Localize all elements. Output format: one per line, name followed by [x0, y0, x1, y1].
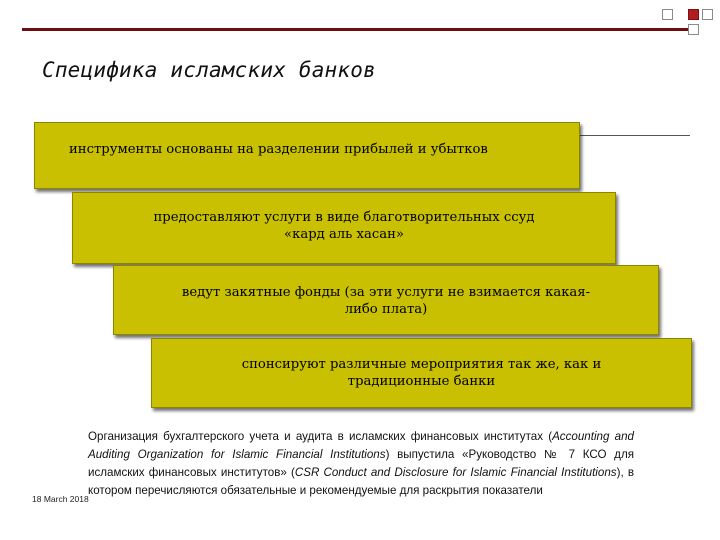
footnote-english-name: CSR Conduct and Disclosure for Islamic Financial Institutions — [294, 466, 617, 479]
feature-text-line: либо плата) — [344, 302, 428, 317]
feature-text-line: спонсируют различные мероприятия так же, как и — [241, 357, 602, 372]
slide-date: 18 March 2018 — [32, 494, 89, 504]
footnote-text: ) выпустила «Руководство № 7 КСО для исламских финансовых институтов» ( — [88, 448, 634, 479]
feature-box-profit-loss — [34, 122, 580, 189]
feature-text-line: традиционные банки — [347, 374, 496, 389]
corner-square-grey-right — [702, 9, 713, 20]
footnote — [88, 428, 634, 500]
footnote-english-name: Accounting and Auditing Organization for Islamic Financial Institutions — [88, 430, 634, 461]
feature-box-zakat-funds — [113, 265, 659, 335]
feature-text-line: предоставляют услуги в виде благотворительных ссуд — [153, 210, 535, 225]
feature-text-line: «кард аль хасан» — [284, 227, 404, 242]
feature-box-qard-hasan — [72, 192, 616, 264]
feature-text: инструменты основаны на разделении прибылей и убытков — [69, 142, 488, 157]
top-accent-line — [22, 28, 696, 31]
corner-square-grey — [662, 9, 673, 20]
corner-square-grey-lower — [688, 24, 699, 35]
slide-title: Специфика исламских банков — [42, 58, 376, 82]
feature-box-sponsorship — [151, 338, 692, 408]
corner-square-red — [688, 9, 699, 20]
feature-text-line: ведут закятные фонды (за эти услуги не взимается какая- — [181, 285, 591, 300]
footnote-text: ), в котором перечисляются обязательные и рекомендуемые для раскрытия показатели — [88, 466, 634, 497]
footnote-text: Организация бухгалтерского учета и аудита в исламских финансовых институтах ( — [88, 430, 553, 443]
